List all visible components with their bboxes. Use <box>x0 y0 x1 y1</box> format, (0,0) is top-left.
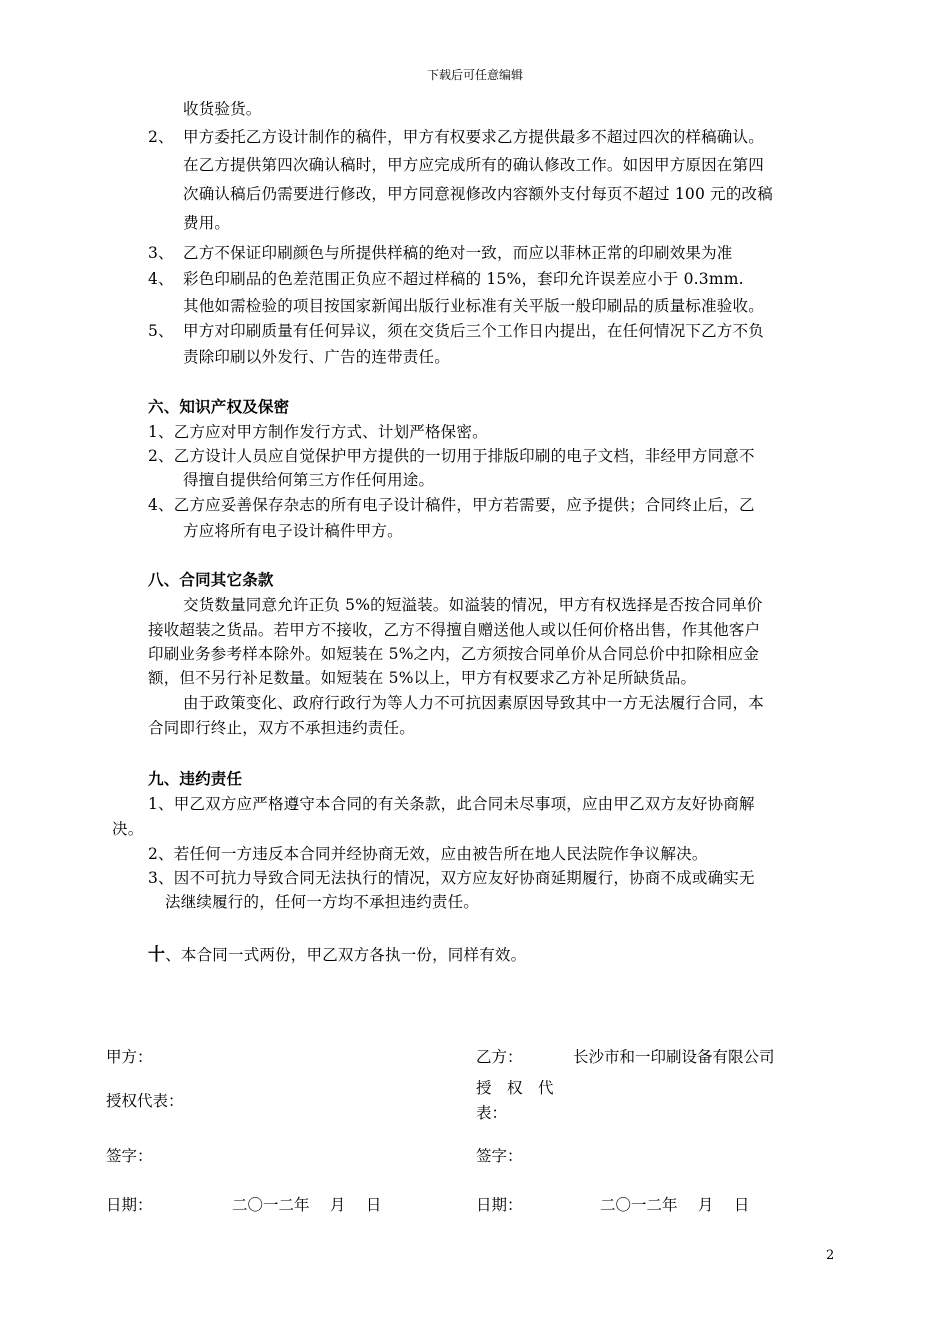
sec6-title: 六、知识产权及保密 <box>148 397 290 416</box>
sec6-line-3: 4、乙方应妥善保存杂志的所有电子设计稿件，甲方若需要，应予提供；合同终止后，乙 <box>148 496 755 514</box>
sec5-item-4-line-1: 彩色印刷品的色差范围正负应不超过样稿的 15%，套印允许误差应小于 0.3mm. <box>183 270 744 288</box>
sec5-item-3-line-1: 乙方不保证印刷颜色与所提供样稿的绝对一致，而应以菲林正常的印刷效果为准 <box>183 244 733 262</box>
sec8-title: 八、合同其它条款 <box>148 570 274 589</box>
date-a-value: 二〇一二年 月 日 <box>232 1196 382 1214</box>
sec5-item-5-line-2: 责除印刷以外发行、广告的连带责任。 <box>183 348 450 366</box>
party-b-label: 乙方： <box>476 1048 523 1066</box>
sec10-line <box>148 940 526 965</box>
sec9-line-2: 2、若任何一方违反本合同并经协商无效，应由被告所在地人民法院作争议解决。 <box>148 845 708 863</box>
sec6-line-1: 1、乙方应对甲方制作发行方式、计划严格保密。 <box>148 423 488 441</box>
party-a-label: 甲方： <box>106 1048 153 1066</box>
sign-a-label: 签字： <box>106 1147 153 1165</box>
sec5-item-5-number: 5、 <box>148 322 174 340</box>
sec9-line-1b: 决。 <box>112 820 144 838</box>
rep-a-label: 授权代表： <box>106 1092 184 1110</box>
sec10-text: 、本合同一式两份，甲乙双方各执一份，同样有效。 <box>165 946 527 964</box>
party-b-name: 长沙市和一印刷设备有限公司 <box>573 1048 775 1066</box>
sec5-item-2-number: 2、 <box>148 128 174 146</box>
sec8-line-5: 由于政策变化、政府行政行为等人力不可抗因素原因导致其中一方无法履行合同，本 <box>183 694 764 712</box>
sec5-item-4-line-2: 其他如需检验的项目按国家新闻出版行业标准有关平版一般印刷品的质量标准验收。 <box>183 297 764 315</box>
sec6-line-3b: 方应将所有电子设计稿件甲方。 <box>183 522 403 540</box>
sec5-item-2-line-4: 费用。 <box>183 214 231 232</box>
sec8-line-1: 交货数量同意允许正负 5%的短溢装。如溢装的情况，甲方有权选择是否按合同单价 <box>183 596 763 614</box>
sec5-item-4-number: 4、 <box>148 270 174 288</box>
rep-b-label-line-2: 表： <box>476 1104 508 1122</box>
sec5-item-3-number: 3、 <box>148 244 174 262</box>
sec6-line-2b: 得擅自提供给何第三方作任何用途。 <box>183 471 435 489</box>
sign-b-label: 签字： <box>476 1147 523 1165</box>
sec8-line-4: 额，但不另行补足数量。如短装在 5%以上，甲方有权要求乙方补足所缺货品。 <box>148 669 697 687</box>
date-a-label: 日期： <box>106 1196 153 1214</box>
sec9-line-3: 3、因不可抗力导致合同无法执行的情况，双方应友好协商延期履行，协商不成或确实无 <box>148 869 755 887</box>
sec8-line-6: 合同即行终止，双方不承担违约责任。 <box>148 719 415 737</box>
sec8-line-2: 接收超装之货品。若甲方不接收，乙方不得擅自赠送他人或以任何价格出售，作其他客户 <box>148 621 761 639</box>
sec5-item-5-line-1: 甲方对印刷质量有任何异议，须在交货后三个工作日内提出，在任何情况下乙方不负 <box>183 322 764 340</box>
sec9-line-1: 1、甲乙双方应严格遵守本合同的有关条款，此合同未尽事项，应由甲乙双方友好协商解 <box>148 795 755 813</box>
date-b-value: 二〇一二年 月 日 <box>600 1196 750 1214</box>
sec10-number: 十 <box>148 945 166 965</box>
sec5-item-2-line-3: 次确认稿后仍需要进行修改，甲方同意视修改内容额外支付每页不超过 100 元的改稿 <box>183 185 773 203</box>
sec9-title: 九、违约责任 <box>148 769 243 788</box>
rep-b-label-line-1: 授 权 代 <box>476 1079 554 1097</box>
date-b-label: 日期： <box>476 1196 523 1214</box>
sec5-item-2-line-2: 在乙方提供第四次确认稿时，甲方应完成所有的确认修改工作。如因甲方原因在第四 <box>183 156 764 174</box>
sec5-item-2-line-1: 甲方委托乙方设计制作的稿件，甲方有权要求乙方提供最多不超过四次的样稿确认。 <box>183 128 764 146</box>
sec8-line-3: 印刷业务参考样本除外。如短装在 5%之内，乙方须按合同单价从合同总价中扣除相应金 <box>148 645 760 663</box>
sec9-line-3b: 法继续履行的，任何一方均不承担违约责任。 <box>165 893 480 911</box>
page-header: 下载后可任意编辑 <box>426 68 523 82</box>
sec6-line-2: 2、乙方设计人员应自觉保护甲方提供的一切用于排版印刷的电子文档，非经甲方同意不 <box>148 447 755 465</box>
sec5-line-1: 收货验货。 <box>183 100 262 118</box>
page-number: 2 <box>826 1248 835 1263</box>
